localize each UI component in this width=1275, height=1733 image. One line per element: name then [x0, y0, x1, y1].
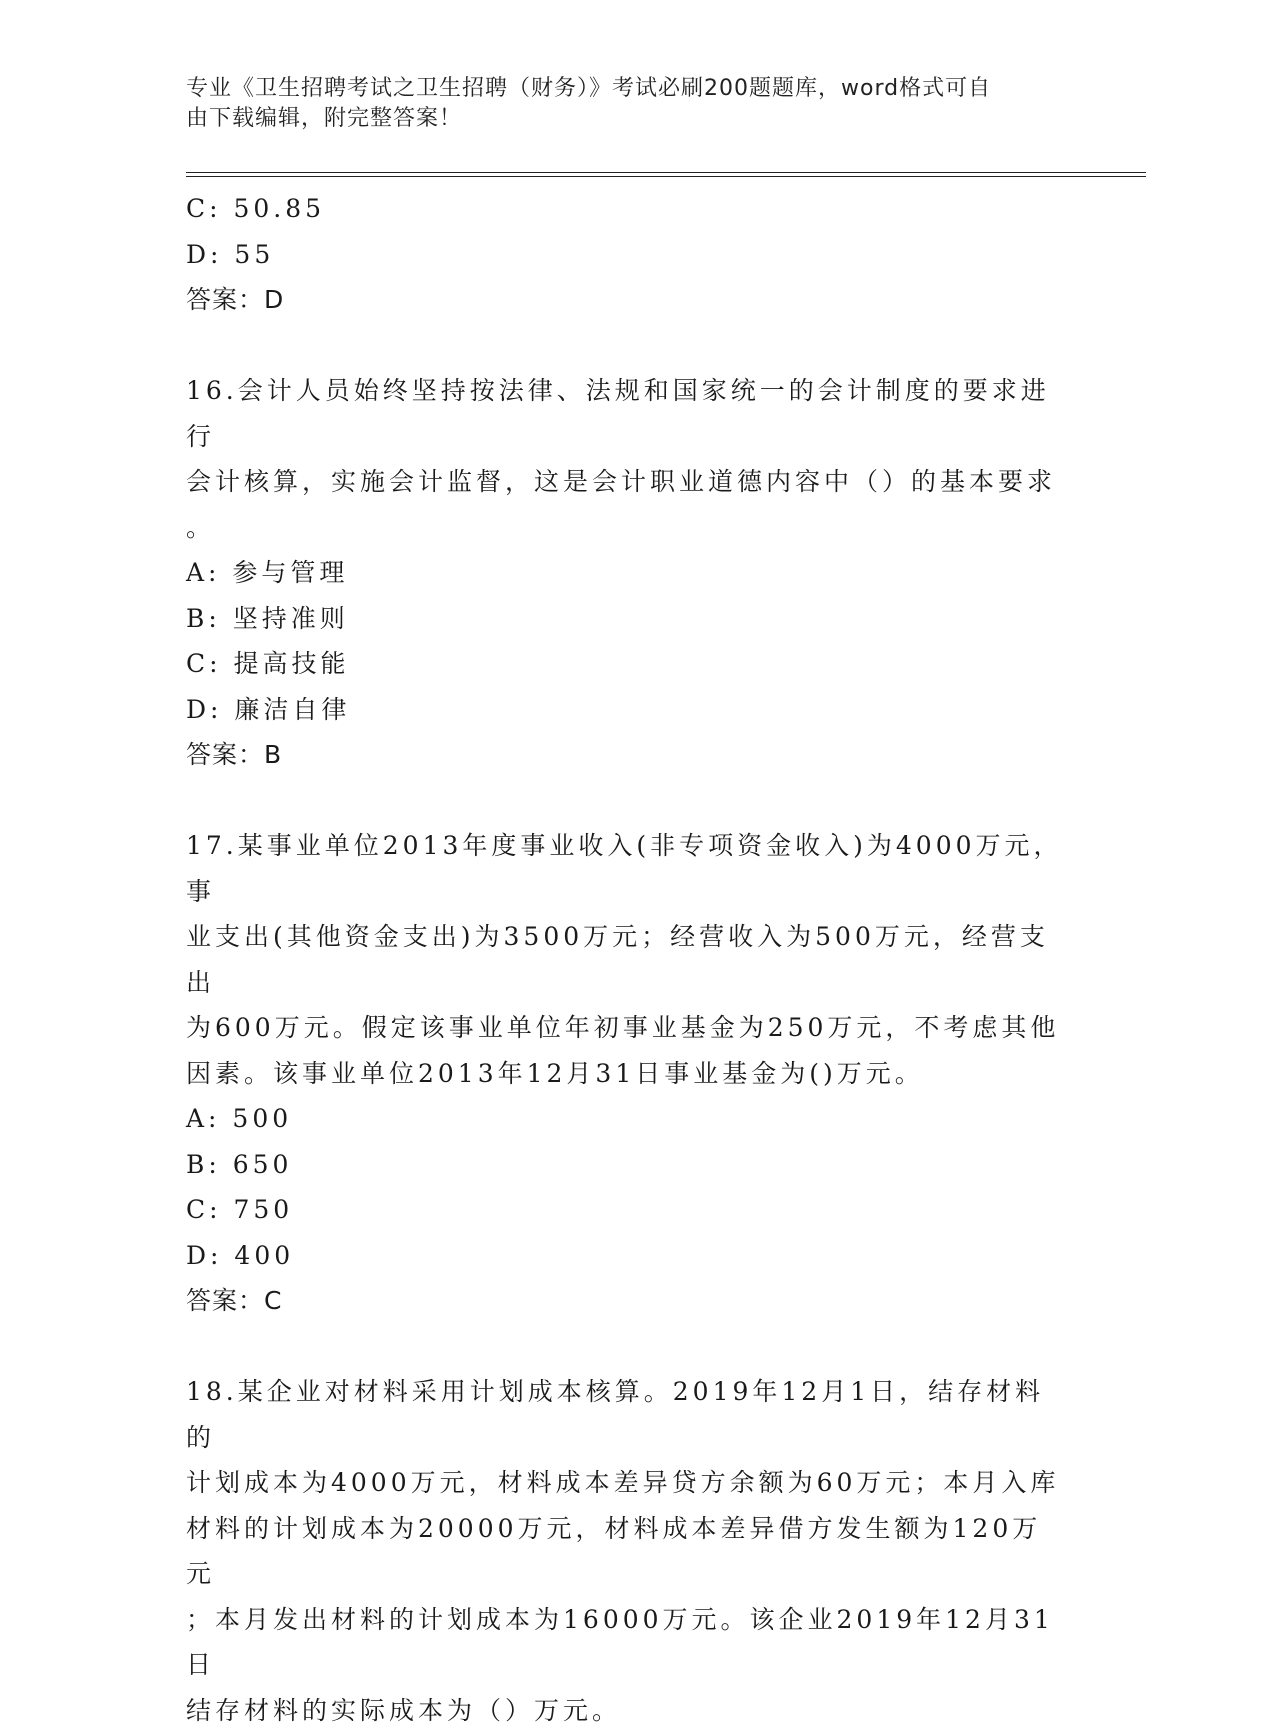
option-b: B: 650: [186, 1142, 1066, 1188]
question-stem-line: 18.某企业对材料采用计划成本核算。2019年12月1日，结存材料的: [186, 1369, 1066, 1460]
option-a: A: 500: [186, 1096, 1066, 1142]
answer-label: 答案：D: [186, 277, 1066, 323]
spacer: [186, 778, 1066, 824]
header-divider-bottom: [186, 176, 1146, 177]
question-18: [186, 1369, 1066, 1733]
question-stem-line: 因素。该事业单位2013年12月31日事业基金为()万元。: [186, 1051, 1066, 1097]
answer-label: 答案：B: [186, 732, 1066, 778]
option-d: D: 400: [186, 1233, 1066, 1279]
question-stem-line: ；本月发出材料的计划成本为16000万元。该企业2019年12月31日: [186, 1597, 1066, 1688]
option-a: A: 参与管理: [186, 550, 1066, 596]
question-stem-line: 材料的计划成本为20000万元，材料成本差异借方发生额为120万元: [186, 1506, 1066, 1597]
question-stem-line: 计划成本为4000万元，材料成本差异贷方余额为60万元；本月入库: [186, 1460, 1066, 1506]
spacer: [186, 323, 1066, 369]
question-15: [186, 186, 1066, 323]
option-d: D: 55: [186, 232, 1066, 278]
option-b: B: 坚持准则: [186, 596, 1066, 642]
question-stem-line: 会计核算，实施会计监督，这是会计职业道德内容中（）的基本要求: [186, 459, 1066, 505]
question-stem-line: 结存材料的实际成本为（）万元。: [186, 1688, 1066, 1733]
option-d: D: 廉洁自律: [186, 687, 1066, 733]
question-17: [186, 823, 1066, 1324]
question-stem-line: 17.某事业单位2013年度事业收入(非专项资金收入)为4000万元，事: [186, 823, 1066, 914]
spacer: [186, 1324, 1066, 1370]
option-c: C: 50.85: [186, 186, 1066, 232]
question-stem-line: 为600万元。假定该事业单位年初事业基金为250万元，不考虑其他: [186, 1005, 1066, 1051]
question-stem-line: 业支出(其他资金支出)为3500万元；经营收入为500万元，经营支出: [186, 914, 1066, 1005]
option-c: C: 750: [186, 1187, 1066, 1233]
document-body: [186, 186, 1066, 1733]
header-divider-top: [186, 172, 1146, 173]
answer-label: 答案：C: [186, 1278, 1066, 1324]
page-header: [186, 74, 1066, 134]
question-stem-line: 。: [186, 505, 1066, 551]
question-16: [186, 368, 1066, 778]
header-title-line-2: 由下载编辑，附完整答案！: [186, 104, 1066, 134]
question-stem-line: 16.会计人员始终坚持按法律、法规和国家统一的会计制度的要求进行: [186, 368, 1066, 459]
header-title-line-1: 专业《卫生招聘考试之卫生招聘（财务）》考试必刷200题题库，word格式可自: [186, 74, 1066, 104]
option-c: C: 提高技能: [186, 641, 1066, 687]
